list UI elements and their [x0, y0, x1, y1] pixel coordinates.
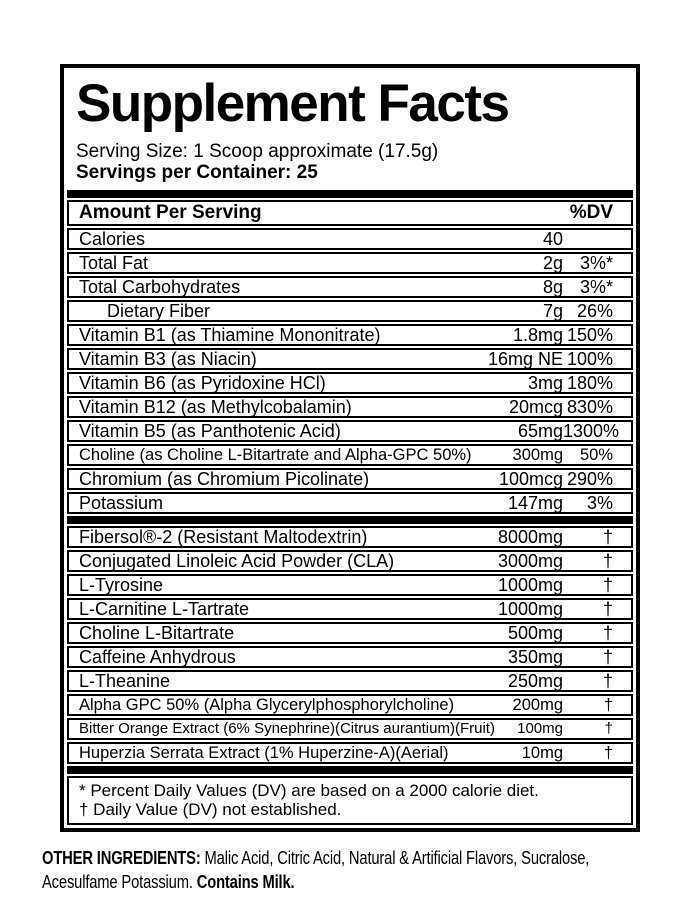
table-row [67, 622, 633, 644]
other-ingredients-list: Malic Acid, Citric Acid, Natural & Artificial Flavors, Sucralose, Acesulfame Potassium. [42, 848, 590, 892]
table-row [67, 324, 633, 346]
row-name: Choline L-Bitartrate [79, 623, 235, 643]
section-divider [67, 516, 633, 524]
row-amount: 40 [542, 229, 563, 249]
dv-header: %DV [569, 202, 613, 223]
table-row [67, 372, 633, 394]
row-name: Vitamin B5 (as Panthotenic Acid) [79, 421, 341, 441]
row-amount: 1000mg [497, 575, 563, 595]
table-row [67, 252, 633, 274]
other-ingredients [42, 846, 664, 894]
row-name: L-Theanine [79, 671, 171, 691]
thick-divider-top [67, 190, 633, 198]
table-row [67, 742, 633, 764]
row-dv: 100% [566, 349, 613, 369]
row-dv: 180% [566, 373, 613, 393]
row-name: Potassium [79, 493, 164, 513]
row-dv: † [602, 647, 613, 667]
row-amount: 200mg [512, 696, 563, 714]
row-amount: 3000mg [497, 551, 563, 571]
amount-per-serving-header: Amount Per Serving [79, 202, 262, 223]
row-amount: 350mg [507, 647, 563, 667]
row-dv: 830% [566, 397, 613, 417]
table-row [67, 550, 633, 572]
row-dv: 290% [566, 469, 613, 489]
row-name: Total Carbohydrates [79, 277, 241, 297]
row-amount: 10mg [521, 744, 563, 762]
row-amount: 8000mg [497, 527, 563, 547]
row-amount: 2g [542, 253, 563, 273]
allergen-statement: Contains Milk. [196, 872, 295, 892]
row-dv: † [602, 551, 613, 571]
table-row [67, 276, 633, 298]
row-name: Vitamin B12 (as Methylcobalamin) [79, 397, 352, 417]
serving-size: Serving Size: 1 Scoop approximate (17.5g) [76, 141, 439, 162]
row-name: Bitter Orange Extract (6% Synephrine)(Citrus aurantium)(Fruit) [79, 720, 495, 737]
table-row [67, 598, 633, 620]
label-title: Supplement Facts [76, 74, 509, 133]
row-dv: † [604, 720, 613, 737]
row-name: Dietary Fiber [107, 301, 211, 321]
row-name: Calories [79, 229, 146, 249]
table-row [67, 468, 633, 490]
row-amount: 16mg NE [487, 349, 563, 369]
row-dv: 150% [566, 325, 613, 345]
row-name: Huperzia Serrata Extract (1% Huperzine-A)(Aerial) [79, 744, 449, 762]
row-dv: † [602, 623, 613, 643]
row-name: Total Fat [79, 253, 149, 273]
row-name: L-Carnitine L-Tartrate [79, 599, 250, 619]
row-amount: 100mcg [498, 469, 563, 489]
row-amount: 250mg [507, 671, 563, 691]
supplement-facts-label [60, 64, 640, 832]
table-row [67, 492, 633, 514]
label-header [67, 71, 633, 188]
table-row [67, 670, 633, 692]
thick-divider-bottom [67, 766, 633, 774]
row-name: L-Tyrosine [79, 575, 164, 595]
table-row [67, 300, 633, 322]
servings-per-container: Servings per Container: 25 [76, 162, 318, 183]
row-dv: 3%* [579, 253, 613, 273]
table-row [67, 228, 633, 250]
row-name: Fibersol®-2 (Resistant Maltodextrin) [79, 527, 368, 547]
row-dv: 50% [579, 446, 613, 464]
row-amount: 1000mg [497, 599, 563, 619]
table-row [67, 574, 633, 596]
row-amount: 20mcg [508, 397, 563, 417]
footnote-box [67, 776, 633, 825]
table-row [67, 694, 633, 716]
row-dv: † [603, 744, 613, 762]
row-dv: 26% [576, 301, 613, 321]
table-header-row [67, 200, 633, 226]
row-name: Vitamin B3 (as Niacin) [79, 349, 257, 369]
row-dv: † [602, 599, 613, 619]
table-row [67, 348, 633, 370]
row-name: Alpha GPC 50% (Alpha Glycerylphosphorylcholine) [79, 696, 455, 714]
row-dv: 1300% [563, 421, 620, 441]
table-row [67, 646, 633, 668]
nutrient-rows [67, 228, 633, 514]
row-dv: † [602, 527, 613, 547]
row-amount: 8g [542, 277, 563, 297]
row-amount: 3mg [527, 373, 563, 393]
row-name: Choline (as Choline L-Bitartrate and Alpha-GPC 50%) [79, 446, 472, 464]
row-amount: 7g [542, 301, 563, 321]
row-amount: 300mg [512, 446, 563, 464]
table-row [67, 420, 633, 442]
row-dv: † [603, 696, 613, 714]
row-name: Chromium (as Chromium Picolinate) [79, 469, 370, 489]
row-amount: 100mg [517, 720, 563, 737]
row-name: Vitamin B1 (as Thiamine Mononitrate) [79, 325, 381, 345]
row-dv: 3% [586, 493, 613, 513]
row-name: Conjugated Linoleic Acid Powder (CLA) [79, 551, 395, 571]
row-dv: 3%* [579, 277, 613, 297]
row-amount: 65mg [517, 421, 563, 441]
row-amount: 1.8mg [512, 325, 563, 345]
table-row [67, 396, 633, 418]
table-row [67, 718, 633, 740]
footnote-asterisk: * Percent Daily Values (DV) are based on a 2000 calorie diet. [79, 781, 539, 800]
table-row [67, 444, 633, 466]
row-dv: † [602, 575, 613, 595]
table-row [67, 526, 633, 548]
other-ingredients-heading: OTHER INGREDIENTS: [42, 848, 201, 868]
row-amount: 147mg [507, 493, 563, 513]
row-name: Vitamin B6 (as Pyridoxine HCl) [79, 373, 326, 393]
row-name: Caffeine Anhydrous [79, 647, 236, 667]
footnote-dagger: † Daily Value (DV) not established. [79, 800, 342, 819]
row-dv: † [602, 671, 613, 691]
row-amount: 500mg [507, 623, 563, 643]
active-ingredient-rows [67, 526, 633, 764]
